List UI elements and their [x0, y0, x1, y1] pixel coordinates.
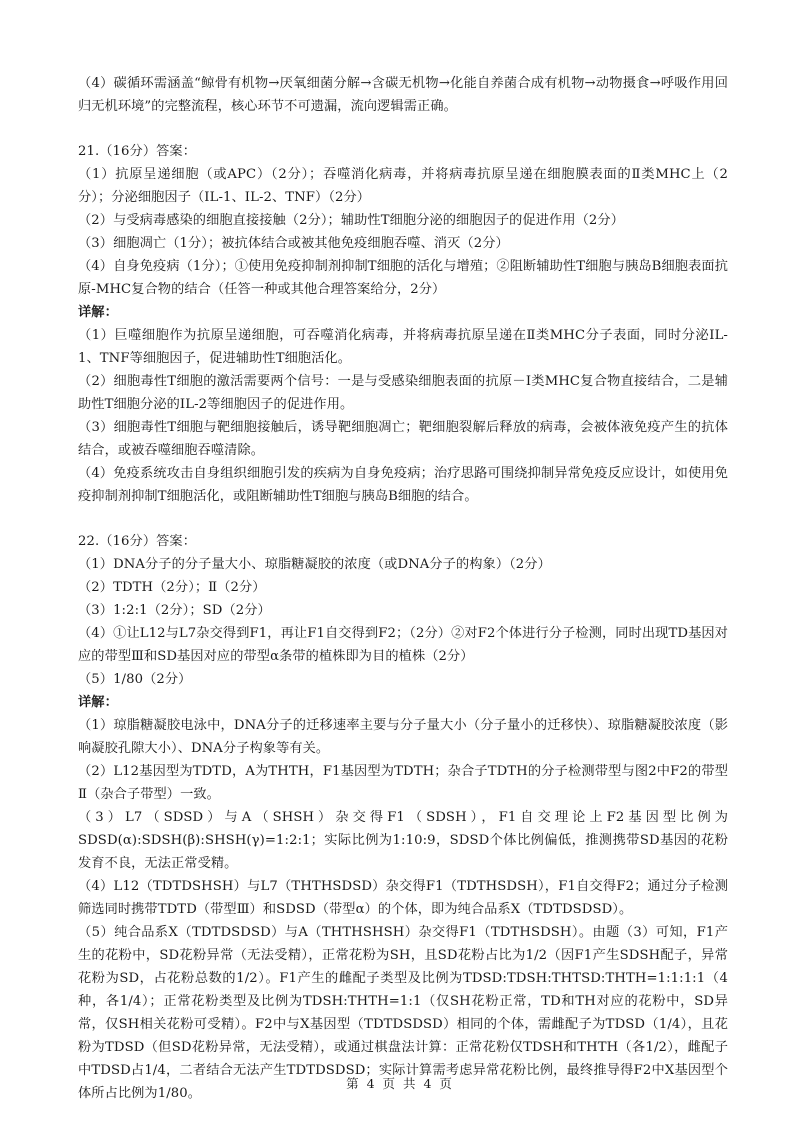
q21-header: 21.（16分）答案：	[78, 144, 196, 159]
q22-header: 22.（16分）答案：	[78, 534, 196, 549]
document-body	[78, 72, 728, 1105]
q22-answer-3: （3）1:2:1（2分）；SD（2分）	[78, 603, 271, 618]
page-number-footer: 第 4 页 共 4 页	[346, 1076, 454, 1091]
q22-answer-4: （4）①让L12与L7杂交得到F1，再让F1自交得到F2；（2分）②对F2个体进行分子检测，同时出现TD基因对应的带型Ⅲ和SD基因对应的带型α条带的植株即为目的植株（2分）	[78, 626, 728, 664]
q22-answer-5: （5）1/80（2分）	[78, 672, 192, 687]
q22-detail-5: （5）纯合品系X（TDTDSDSD）与A（THTHSHSH）杂交得F1（TDTHSDSH）。由题（3）可知，F1产生的花粉中，SD花粉异常（无法受精），正常花粉为SH，且SD花粉占比为1/2（因F1产生SDSH配子，异常花粉为SD，占花粉总数的1/2）。F1产生的雌配子类型及比例为TDSD:TDSH:THTSD:THTH=1:1:1:1（4种，各1/4）；正常花粉类型及比例为TDSH:THTH=1:1（仅SH花粉正常，TD和TH对应的花粉中，SD异常，仅SH相关花粉可受精）。F2中与X基因型（TDTDSDSD）相同的个体，需雌配子为TDSD（1/4），且花粉为TDSD（但SD花粉异常，无法受精），或通过棋盘法计算：正常花粉仅TDSH和THTH（各1/2），雌配子中TDSD占1/4，二者结合无法产生TDTDSDSD；实际计算需考虑异常花粉比例，最终推导得F2中X基因型个体所占比例为1/80。	[78, 925, 728, 1101]
q22-answer-2: （2）TDTH（2分）；Ⅱ（2分）	[78, 580, 266, 595]
section-gap	[78, 508, 728, 530]
question-21-section	[78, 140, 728, 508]
q21-answer-1: （1）抗原呈递细胞（或APC）（2分）；吞噬消化病毒，并将病毒抗原呈递在细胞膜表面的Ⅱ类MHC上（2分）；分泌细胞因子（IL-1、IL-2、TNF）（2分）	[78, 167, 728, 205]
q21-detail-4: （4）免疫系统攻击自身组织细胞引发的疾病为自身免疫病；治疗思路可围绕抑制异常免疫反应设计，如使用免疫抑制剂抑制T细胞活化，或阻断辅助性T细胞与胰岛B细胞的结合。	[78, 466, 728, 504]
section-gap	[78, 118, 728, 140]
question-22-section	[78, 530, 728, 1105]
q22-detail-2: （2）L12基因型为TDTD，A为THTH，F1基因型为TDTH；杂合子TDTH的分子检测带型与图2中F2的带型Ⅱ（杂合子带型）一致。	[78, 764, 728, 802]
q22-detail-4: （4）L12（TDTDSHSH）与L7（THTHSDSD）杂交得F1（TDTHSDSH），F1自交得F2；通过分子检测筛选同时携带TDTD（带型Ⅲ）和SDSD（带型α）的个体，即为纯合品系X（TDTDSDSD）。	[78, 879, 728, 917]
q21-detail-2: （2）细胞毒性T细胞的激活需要两个信号：一是与受感染细胞表面的抗原－Ⅰ类MHC复合物直接结合，二是辅助性T细胞分泌的IL-2等细胞因子的促进作用。	[78, 374, 728, 412]
q20-part4-paragraph: （4）碳循环需涵盖“鲸骨有机物→厌氧细菌分解→含碳无机物→化能自养菌合成有机物→动物摄食→呼吸作用回归无机环境”的完整流程，核心环节不可遗漏，流向逻辑需正确。	[78, 76, 728, 114]
q21-answer-2: （2）与受病毒感染的细胞直接接触（2分）；辅助性T细胞分泌的细胞因子的促进作用（2分）	[78, 213, 624, 228]
q22-detail-3: （3）L7（SDSD）与A（SHSH）杂交得F1（SDSH），F1自交理论上F2基因型比例为SDSD(α):SDSH(β):SHSH(γ)=1:2:1；实际比例为1:10:9，SDSD个体比例偏低，推测携带SD基因的花粉发育不良，无法正常受精。	[78, 810, 728, 871]
q22-detail-label: 详解：	[78, 695, 118, 710]
q21-detail-3: （3）细胞毒性T细胞与靶细胞接触后，诱导靶细胞凋亡；靶细胞裂解后释放的病毒，会被体液免疫产生的抗体结合，或被吞噬细胞吞噬清除。	[78, 420, 728, 458]
q21-detail-label: 详解：	[78, 305, 118, 320]
q22-answer-1: （1）DNA分子的分子量大小、琼脂糖凝胶的浓度（或DNA分子的构象）（2分）	[78, 557, 551, 572]
q21-answer-3: （3）细胞凋亡（1分）；被抗体结合或被其他免疫细胞吞噬、消灭（2分）	[78, 236, 509, 251]
q21-detail-1: （1）巨噬细胞作为抗原呈递细胞，可吞噬消化病毒，并将病毒抗原呈递在Ⅱ类MHC分子表面，同时分泌IL-1、TNF等细胞因子，促进辅助性T细胞活化。	[78, 328, 728, 366]
q21-answer-4: （4）自身免疫病（1分）；①使用免疫抑制剂抑制T细胞的活化与增殖；②阻断辅助性T细胞与胰岛B细胞表面抗原-MHC复合物的结合（任答一种或其他合理答案给分，2分）	[78, 259, 728, 297]
q22-detail-1: （1）琼脂糖凝胶电泳中，DNA分子的迁移速率主要与分子量大小（分子量小的迁移快）、琼脂糖凝胶浓度（影响凝胶孔隙大小）、DNA分子构象等有关。	[78, 718, 728, 756]
